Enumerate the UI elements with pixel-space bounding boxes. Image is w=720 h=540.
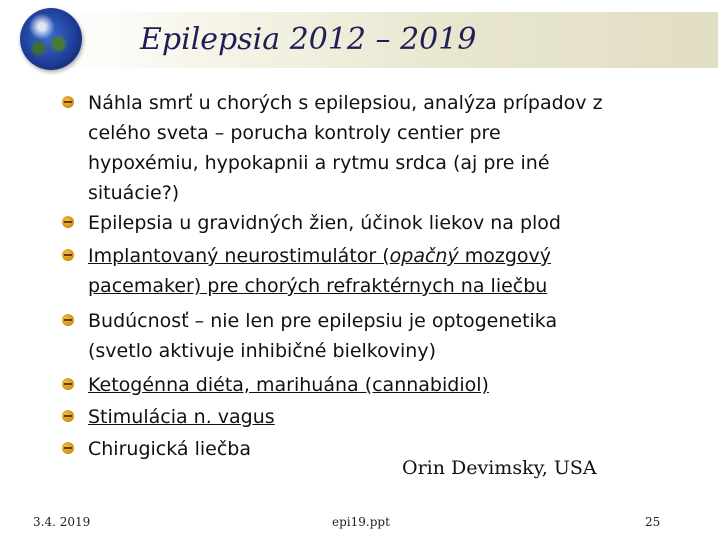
bullet-text-after: mozgový: [458, 245, 552, 267]
bullet-line: Náhla smrť u chorých s epilepsiou, analýza prípadov z: [88, 92, 603, 114]
bullet-line: Stimulácia n. vagus: [88, 406, 275, 428]
bullet-line: Budúcnosť – nie len pre epilepsiu je optogenetika: [88, 310, 558, 332]
author-credit: Orin Devimsky, USA: [402, 457, 597, 479]
bullet-icon: [62, 442, 74, 454]
footer-filename: epi19.ppt: [332, 515, 390, 529]
footer-page-number: 25: [645, 515, 661, 529]
bullet-line: situácie?): [88, 182, 180, 204]
bullet-text-link[interactable]: [88, 402, 678, 432]
bullet-icon: [62, 96, 74, 108]
bullet-icon: [62, 378, 74, 390]
bullet-text: [88, 88, 678, 208]
bullet-line: [88, 241, 678, 271]
bullet-icon: [62, 249, 74, 261]
bullet-line: Chirugická liečba: [88, 438, 251, 460]
bullet-text-before: Implantovaný neurostimulátor (: [88, 245, 390, 267]
bullet-line: celého sveta – porucha kontroly centier pre: [88, 122, 501, 144]
globe-icon: [20, 8, 82, 70]
bullet-icon: [62, 410, 74, 422]
bullet-text: [88, 208, 678, 238]
bullet-line: Epilepsia u gravidných žien, účinok liekov na plod: [88, 212, 561, 234]
slide-title: Epilepsia 2012 – 2019: [140, 22, 477, 57]
bullet-text: [88, 306, 678, 366]
bullet-icon: [62, 314, 74, 326]
bullet-text-link[interactable]: [88, 241, 678, 301]
bullet-text-italic: opačný: [389, 245, 459, 267]
bullet-line: Ketogénna diéta, marihuána (cannabidiol): [88, 374, 489, 396]
bullet-line: pacemaker) pre chorých refraktérnych na liečbu: [88, 275, 548, 297]
bullet-line: (svetlo aktivuje inhibičné bielkoviny): [88, 340, 436, 362]
bullet-icon: [62, 216, 74, 228]
footer-date: 3.4. 2019: [33, 515, 91, 529]
bullet-text-link[interactable]: [88, 370, 678, 400]
bullet-line: hypoxémiu, hypokapnii a rytmu srdca (aj pre iné: [88, 152, 550, 174]
